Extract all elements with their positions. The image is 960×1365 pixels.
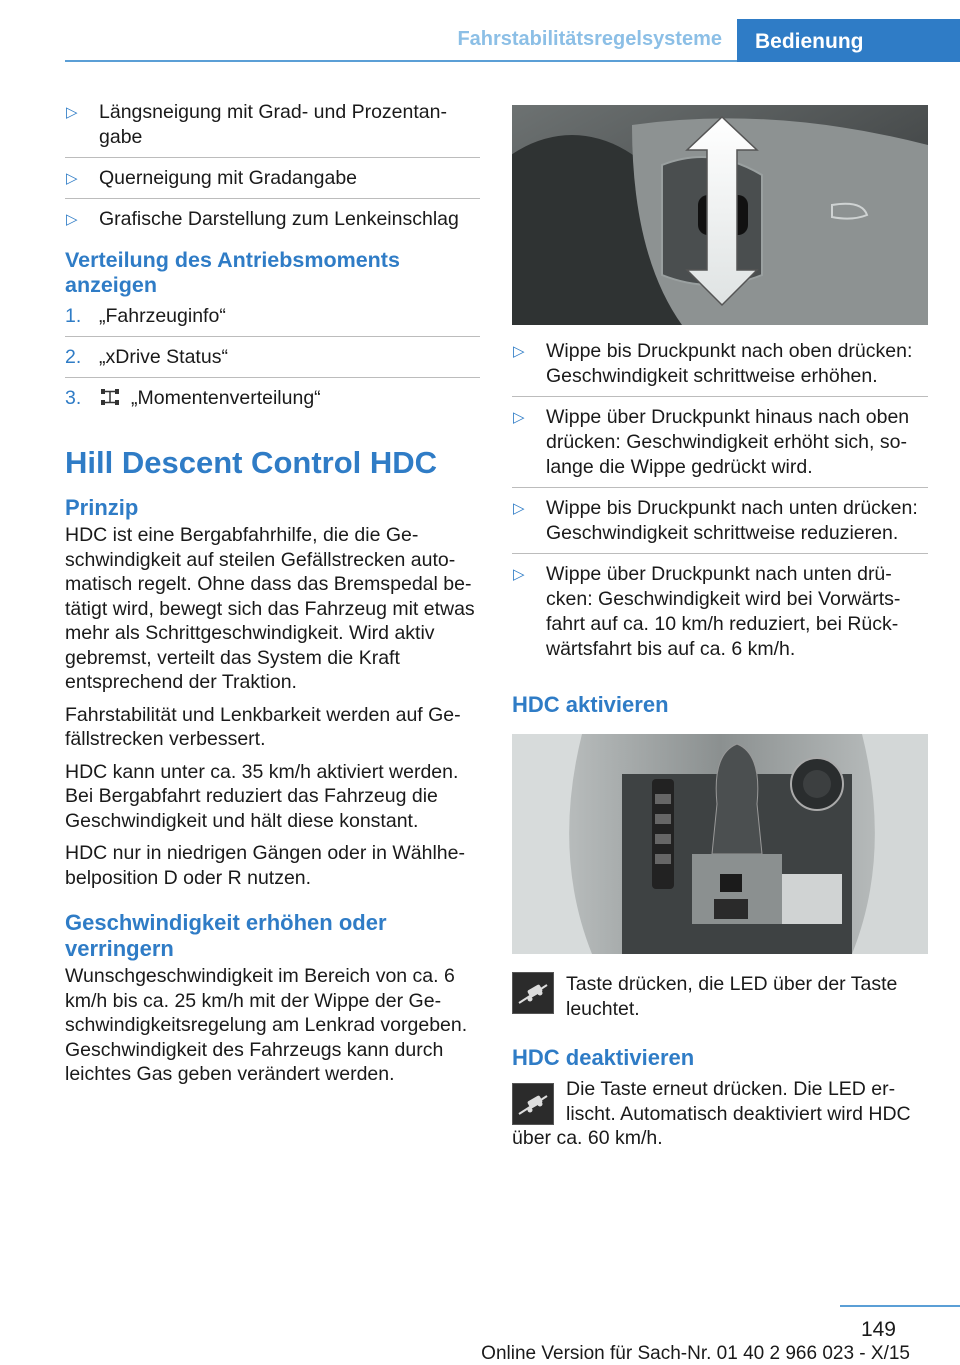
list-item: 2. „xDrive Status“	[65, 345, 480, 378]
center-console-photo	[512, 734, 928, 954]
running-header-tab: Bedienung	[737, 19, 960, 62]
triangle-bullet-icon: ▷	[66, 211, 78, 228]
page-title: Hill Descent Control HDC	[65, 445, 438, 480]
list-item: 3. „Momentenverteilung“	[65, 387, 321, 409]
hdc-button-icon	[512, 1083, 554, 1125]
running-header-section: Fahrstabilitätsregelsysteme	[457, 28, 722, 50]
triangle-bullet-icon: ▷	[66, 104, 78, 121]
list-item: ▷ Wippe bis Druckpunkt nach oben drücken: Geschwindigkeit schrittweise erhöhen.	[512, 339, 928, 397]
activate-row	[512, 972, 928, 1021]
paragraph: HDC ist eine Bergabfahrhilfe, die die Geschwindigkeit auf steilen Gefällstrecken automatisch regelt. Ohne dass das Bremspedal betätigt wird, bewegt sich das Fahrzeug mit etwas mehr als Schrittgeschwindigkeit. Wird aktiv gebremst, verteilt das System die Kraft entsprechend der Traktion.	[65, 524, 475, 693]
torque-distribution-heading: Verteilung des Antriebsmoments anzeigen	[65, 248, 400, 297]
list-item: ▷ Wippe über Druckpunkt hinaus nach oben drücken: Geschwindigkeit erhöht sich, solange die Wippe gedrückt wird.	[512, 405, 928, 488]
paragraph: Die Taste erneut drücken. Die LED erlischt. Automatisch deaktiviert wird HDC über ca. 60 km/h.	[512, 1078, 911, 1149]
list-item: ▷ Wippe über Druckpunkt nach unten drücken: Geschwindigkeit wird bei Vorwärtsfahrt auf ca. 10 km/h reduziert, bei Rückwärtsfahrt bis auf ca. 6 km/h.	[513, 563, 901, 660]
triangle-bullet-icon: ▷	[513, 500, 525, 517]
right-column	[512, 105, 928, 1159]
speed-adjust-heading: Geschwindigkeit erhöhen oder verringern	[65, 910, 387, 961]
triangle-bullet-icon: ▷	[513, 566, 525, 583]
page-number: 149	[860, 1318, 896, 1341]
paragraph: Taste drücken, die LED über der Taste leuchtet.	[566, 973, 898, 1020]
triangle-bullet-icon: ▷	[66, 170, 78, 187]
list-item: ▷ Wippe bis Druckpunkt nach unten drücken: Geschwindigkeit schrittweise reduzieren.	[512, 496, 928, 554]
torque-distribution-icon	[99, 387, 121, 407]
paragraph: Fahrstabilität und Lenkbarkeit werden auf Gefällstrecken verbessert.	[65, 703, 461, 750]
triangle-bullet-icon: ▷	[513, 409, 525, 426]
paragraph: Wunschgeschwindigkeit im Bereich von ca. 6 km/h bis ca. 25 km/h mit der Wippe der Geschwindigkeitsregelung am Lenkrad vorgeben. Geschwindigkeit des Fahrzeugs kann durch leichtes Gas geben verändert werden.	[65, 965, 468, 1085]
list-item: 1. „Fahrzeuginfo“	[65, 304, 480, 337]
principle-heading: Prinzip	[65, 495, 139, 520]
paragraph: HDC nur in niedrigen Gängen oder in Wählhebelposition D oder R nutzen.	[65, 842, 465, 889]
hdc-button-icon	[512, 972, 554, 1014]
footer-edition-text: Online Version für Sach-Nr. 01 40 2 966 023 - X/15	[481, 1343, 910, 1364]
deactivate-block	[512, 1077, 928, 1151]
rocker-instructions-list	[512, 339, 928, 662]
hdc-deactivate-heading: HDC deaktivieren	[512, 1045, 695, 1070]
triangle-bullet-icon: ▷	[513, 343, 525, 360]
header-rule	[65, 60, 737, 62]
torque-steps-list	[65, 304, 480, 411]
list-item: ▷ Längsneigung mit Grad- und Prozentangabe	[65, 100, 480, 158]
left-column	[65, 100, 480, 1095]
hdc-activate-heading: HDC aktivieren	[512, 692, 669, 717]
list-item: ▷ Grafische Darstellung zum Lenkeinschlag	[66, 208, 459, 230]
paragraph: HDC kann unter ca. 35 km/h aktiviert werden. Bei Bergabfahrt reduziert das Fahrzeug die Geschwindigkeit und hält diese konstant.	[65, 760, 459, 832]
list-item: ▷ Querneigung mit Gradangabe	[65, 166, 480, 199]
tilt-display-list	[65, 100, 480, 232]
steering-wheel-rocker-photo	[512, 105, 928, 325]
footer-rule	[840, 1305, 960, 1307]
